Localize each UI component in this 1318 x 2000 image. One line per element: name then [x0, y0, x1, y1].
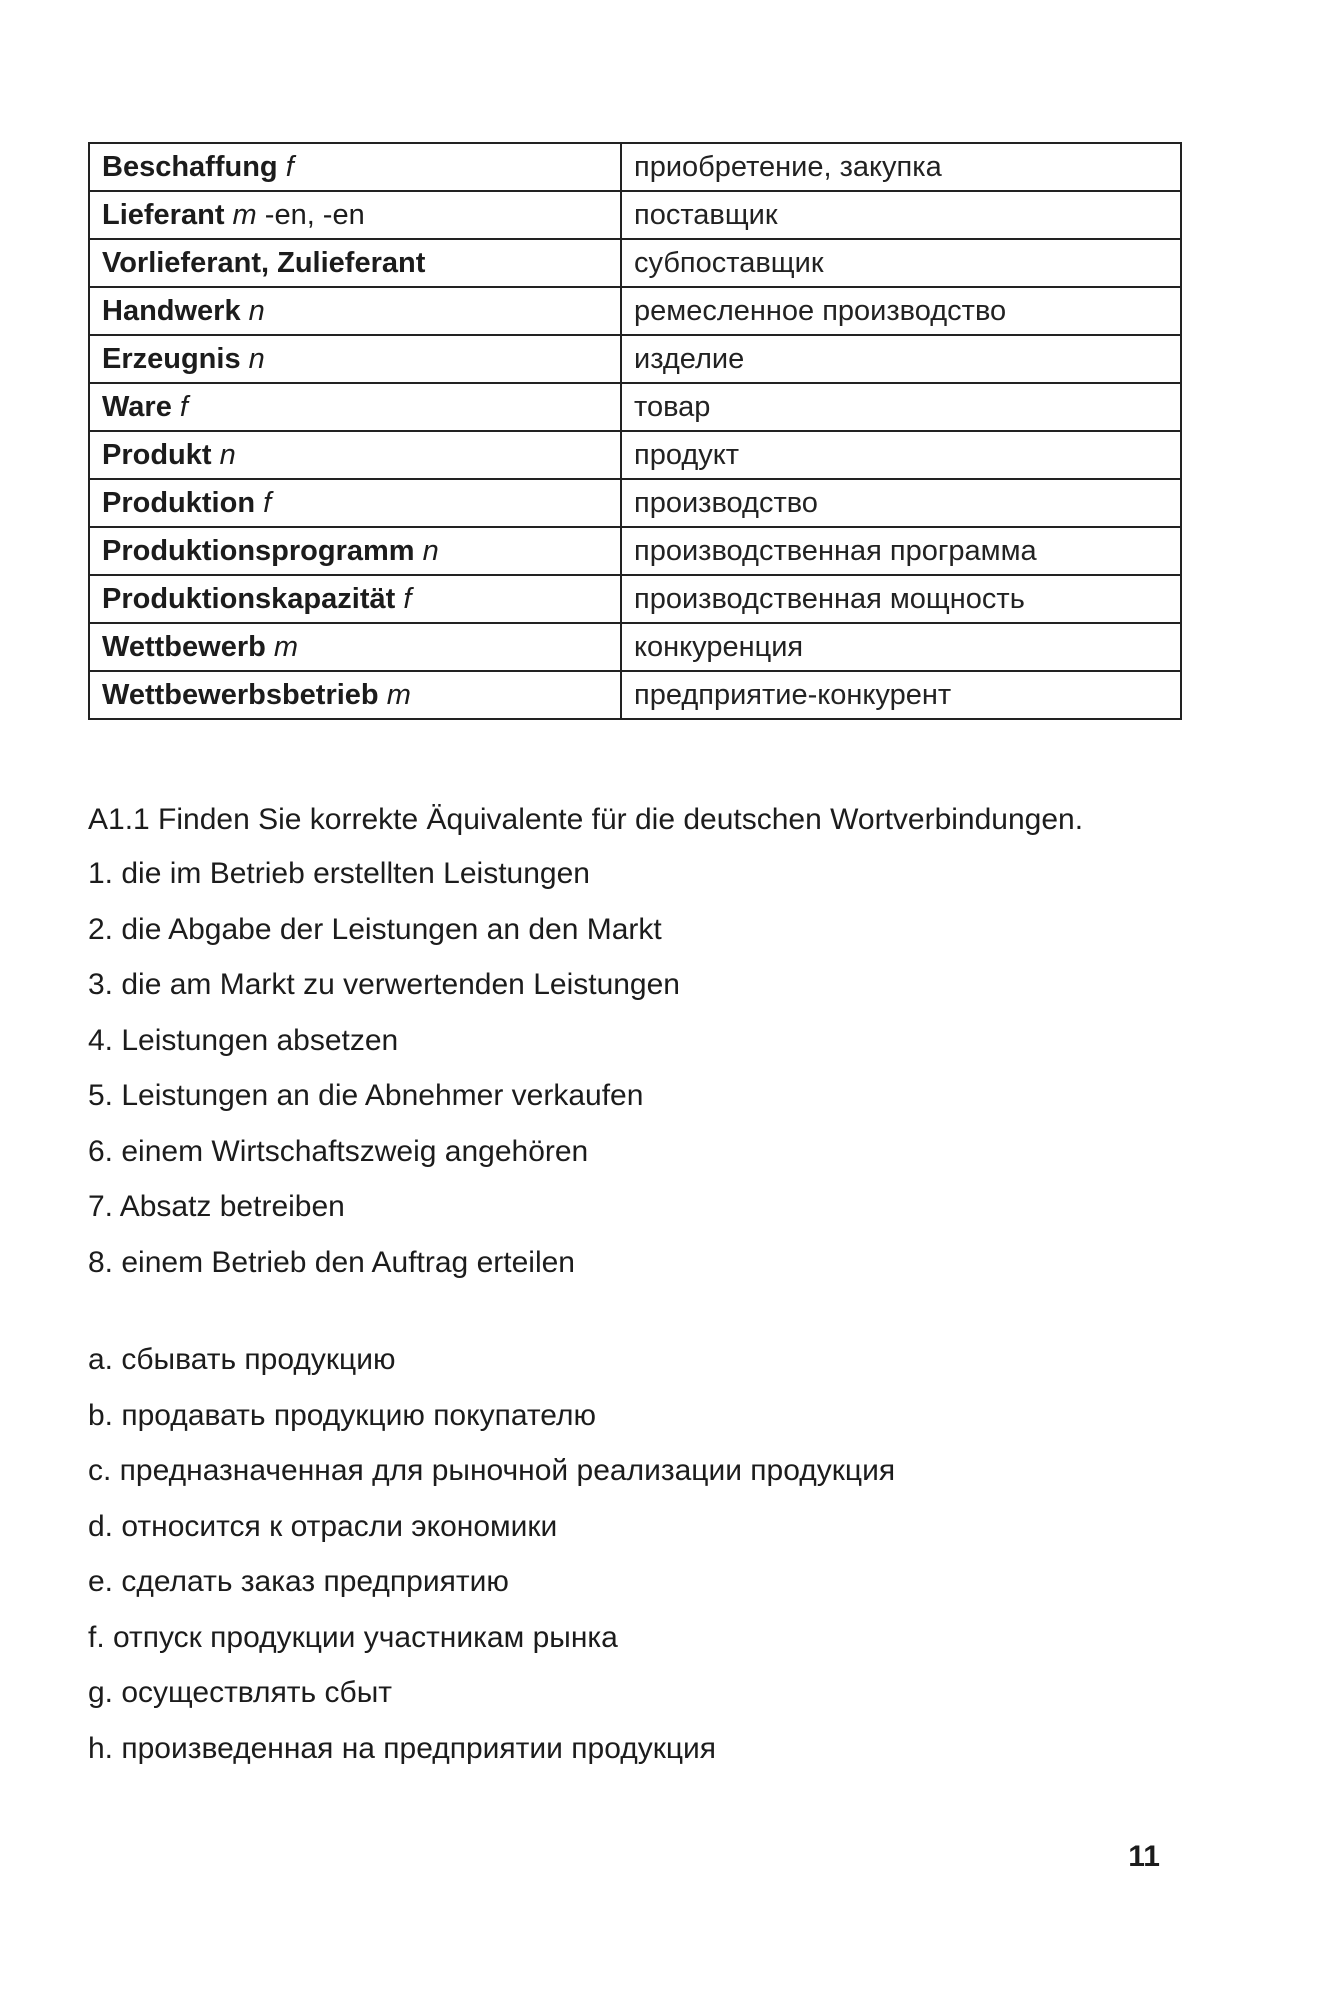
vocabulary-table [88, 142, 1182, 720]
german-term: Beschaffung [102, 150, 278, 183]
vocab-row [89, 527, 1181, 575]
german-term: Wettbewerb [102, 630, 266, 663]
grammatical-gender: n [422, 534, 439, 567]
russian-translation: приобретение, закупка [621, 143, 1181, 191]
grammatical-gender: f [263, 486, 272, 519]
vocab-row [89, 287, 1181, 335]
russian-translation: изделие [621, 335, 1181, 383]
grammatical-gender: f [285, 150, 294, 183]
vocab-row [89, 431, 1181, 479]
german-phrase-item: 5. Leistungen an die Abnehmer verkaufen [88, 1079, 644, 1112]
german-phrase-item: 7. Absatz betreiben [88, 1190, 345, 1223]
russian-equivalent-item: d. относится к отрасли экономики [88, 1509, 558, 1543]
grammatical-gender: f [179, 390, 188, 423]
vocab-term-cell [89, 239, 621, 287]
russian-translation: субпоставщик [621, 239, 1181, 287]
german-term: Produkt [102, 438, 212, 471]
german-term: Lieferant [102, 198, 225, 231]
russian-translation: конкуренция [621, 623, 1181, 671]
russian-equivalents-list [88, 1332, 1198, 1776]
russian-equivalent-item: f. отпуск продукции участникам рынка [88, 1620, 618, 1654]
russian-translation: ремесленное производство [621, 287, 1181, 335]
russian-translation: товар [621, 383, 1181, 431]
grammatical-gender: f [403, 582, 412, 615]
russian-translation: продукт [621, 431, 1181, 479]
vocab-term-cell [89, 191, 621, 239]
german-phrase-item: 4. Leistungen absetzen [88, 1023, 399, 1057]
vocab-term-cell [89, 527, 621, 575]
vocab-term-cell [89, 575, 621, 623]
vocab-row [89, 479, 1181, 527]
russian-equivalent-item: b. продавать продукцию покупателю [88, 1398, 596, 1432]
exercise-a1-1 [88, 794, 1198, 1776]
russian-translation: производство [621, 479, 1181, 527]
vocab-term-cell [89, 383, 621, 431]
grammatical-gender: m [386, 678, 411, 711]
russian-translation: производственная программа [621, 527, 1181, 575]
russian-translation: производственная мощность [621, 575, 1181, 623]
vocab-row [89, 335, 1181, 383]
german-term: Erzeugnis [102, 342, 241, 375]
grammatical-gender: m [273, 630, 299, 663]
vocab-row [89, 143, 1181, 191]
exercise-heading: A1.1 Finden Sie korrekte Äquivalente für die deutschen Wortverbindungen. [88, 803, 1084, 836]
vocab-term-cell [89, 335, 621, 383]
vocab-row [89, 191, 1181, 239]
grammatical-gender: n [219, 438, 236, 471]
vocab-row [89, 383, 1181, 431]
german-phrase-item: 8. einem Betrieb den Auftrag erteilen [88, 1245, 575, 1279]
german-term: Produktionskapazität [102, 582, 396, 615]
german-phrases-list [88, 846, 1198, 1290]
russian-equivalent-item: a. сбывать продукцию [88, 1343, 396, 1376]
russian-equivalent-item: e. сделать заказ предприятию [88, 1565, 509, 1598]
german-phrase-item: 1. die im Betrieb erstellten Leistungen [88, 857, 590, 890]
german-phrase-item: 6. einem Wirtschaftszweig angehören [88, 1134, 589, 1168]
german-term: Handwerk [102, 294, 241, 327]
german-term: Produktionsprogramm [102, 534, 415, 567]
vocab-term-cell [89, 479, 621, 527]
vocab-term-cell [89, 287, 621, 335]
vocab-row [89, 239, 1181, 287]
german-phrase-item: 3. die am Markt zu verwertenden Leistungen [88, 968, 680, 1001]
german-term: Produktion [102, 486, 256, 519]
german-term: Vorlieferant, Zulieferant [102, 246, 426, 279]
russian-equivalent-item: h. произведенная на предприятии продукция [88, 1731, 717, 1765]
vocab-term-cell [89, 671, 621, 719]
vocab-row [89, 575, 1181, 623]
russian-equivalent-item: c. предназначенная для рыночной реализации продукция [88, 1454, 896, 1487]
vocab-row [89, 671, 1181, 719]
grammatical-gender: n [248, 294, 265, 327]
vocab-term-cell [89, 431, 621, 479]
vocab-term-cell [89, 623, 621, 671]
german-phrase-item: 2. die Abgabe der Leistungen an den Markt [88, 912, 662, 946]
vocab-row [89, 623, 1181, 671]
russian-translation: поставщик [621, 191, 1181, 239]
grammatical-gender: m [232, 198, 257, 231]
page-number: 11 [1128, 1840, 1160, 1873]
grammatical-gender: n [248, 342, 265, 375]
vocabulary-table-body [89, 143, 1181, 719]
plural-suffix: -en, -en [264, 198, 365, 231]
german-term: Ware [102, 390, 172, 423]
vocab-term-cell [89, 143, 621, 191]
german-term: Wettbewerbsbetrieb [102, 678, 379, 711]
russian-translation: предприятие-конкурент [621, 671, 1181, 719]
russian-equivalent-item: g. осуществлять сбыт [88, 1676, 392, 1709]
